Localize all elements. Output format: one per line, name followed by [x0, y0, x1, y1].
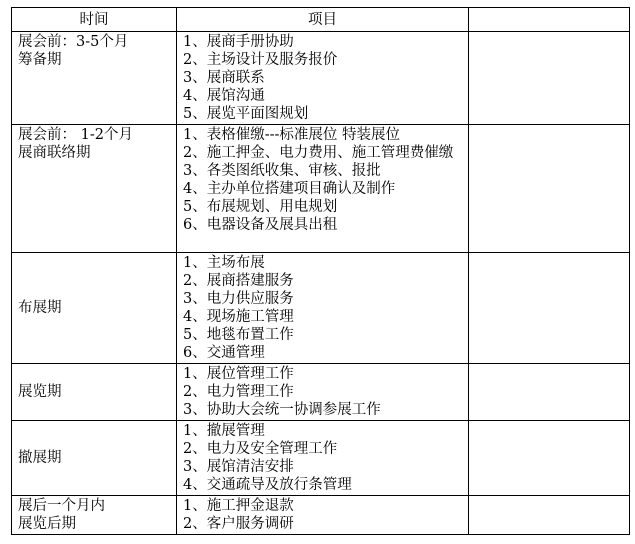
period-line: 筹备期 [18, 52, 62, 68]
table-row [12, 496, 630, 535]
list-item: 2、施工押金、电力费用、施工管理费催缴 [183, 145, 454, 161]
header-items: 项目 [177, 8, 469, 32]
table-row [12, 125, 630, 253]
notes-cell [469, 32, 630, 125]
list-item: 2、电力及安全管理工作 [183, 441, 338, 457]
list-item: 1、展商手册协助 [183, 34, 294, 50]
period-line: 展会前：3-5个月 [18, 34, 129, 50]
period-line: 展览后期 [18, 516, 76, 532]
items-cell [177, 496, 469, 535]
period-line: 展后一个月内 [18, 498, 105, 514]
list-item: 1、撤展管理 [183, 423, 265, 439]
notes-cell [469, 364, 630, 421]
period-line: 展览期 [18, 384, 62, 400]
list-item: 1、表格催缴---标准展位 特装展位 [183, 127, 401, 143]
period-cell [12, 496, 177, 535]
list-item: 5、布展规划、用电规划 [183, 199, 338, 215]
table-row [12, 364, 630, 421]
list-item: 2、展商搭建服务 [183, 273, 294, 289]
header-row [12, 8, 630, 32]
table-row [12, 32, 630, 125]
list-item: 1、展位管理工作 [183, 366, 294, 382]
items-cell [177, 253, 469, 364]
period-cell [12, 253, 177, 364]
period-line: 撤展期 [18, 450, 62, 466]
notes-cell [469, 125, 630, 253]
period-cell [12, 32, 177, 125]
period-line: 布展期 [18, 300, 62, 316]
list-item: 2、电力管理工作 [183, 384, 294, 400]
list-item: 4、主办单位搭建项目确认及制作 [183, 181, 396, 197]
list-item: 6、交通管理 [183, 345, 265, 361]
list-item: 1、主场布展 [183, 255, 265, 271]
list-item: 5、展览平面图规划 [183, 106, 309, 122]
items-cell [177, 421, 469, 496]
period-cell [12, 364, 177, 421]
table-row [12, 253, 630, 364]
header-notes [469, 8, 630, 32]
period-cell [12, 421, 177, 496]
list-item: 2、主场设计及服务报价 [183, 52, 338, 68]
list-item: 3、各类图纸收集、审核、报批 [183, 163, 381, 179]
list-item: 1、施工押金退款 [183, 498, 294, 514]
items-cell [177, 364, 469, 421]
list-item: 4、现场施工管理 [183, 309, 294, 325]
list-item: 5、地毯布置工作 [183, 327, 294, 343]
list-item: 3、展商联系 [183, 70, 265, 86]
list-item: 6、电器设备及展具出租 [183, 217, 338, 233]
period-line: 展会前： 1-2个月 [18, 127, 133, 143]
list-item: 4、展馆沟通 [183, 88, 265, 104]
items-cell [177, 125, 469, 253]
header-time: 时间 [12, 8, 177, 32]
period-cell [12, 125, 177, 253]
schedule-table [11, 7, 630, 535]
list-item: 3、电力供应服务 [183, 291, 294, 307]
period-line: 展商联络期 [18, 145, 91, 161]
items-cell [177, 32, 469, 125]
table-row [12, 421, 630, 496]
list-item: 3、协助大会统一协调参展工作 [183, 402, 381, 418]
list-item: 4、交通疏导及放行条管理 [183, 477, 352, 493]
list-item: 3、展馆清洁安排 [183, 459, 294, 475]
notes-cell [469, 253, 630, 364]
notes-cell [469, 421, 630, 496]
notes-cell [469, 496, 630, 535]
list-item: 2、客户服务调研 [183, 516, 294, 532]
